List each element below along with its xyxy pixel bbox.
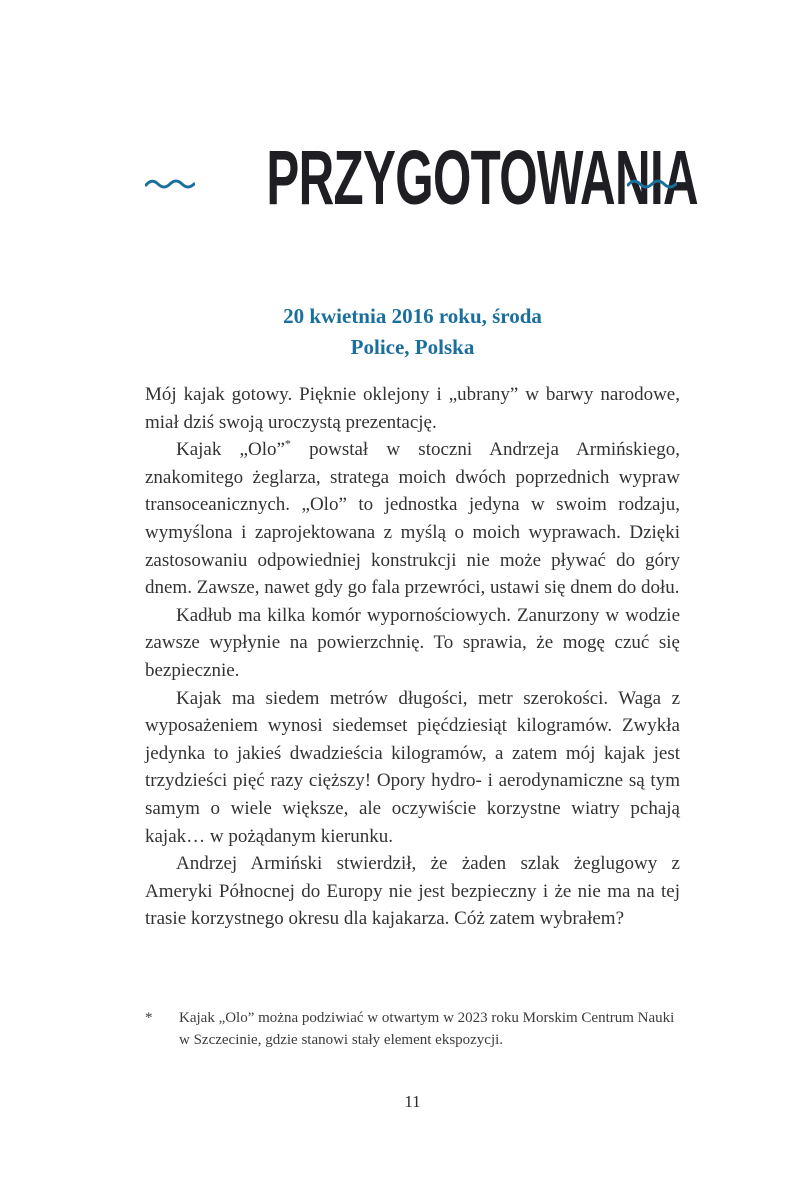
paragraph-3: Kadłub ma kilka komór wypornościowych. Zanurzony w wodzie zawsze wypłynie na powierzchnię. To sprawia, że mogę czuć się bezpiecznie. — [145, 604, 680, 681]
wave-ornament-left-icon — [145, 175, 195, 191]
paragraph-1: Mój kajak gotowy. Pięknie oklejony i „ubrany” w barwy narodowe, miał dziś swoją uroczystą prezentację. — [145, 384, 680, 433]
chapter-title: PRZYGOTOWANIA — [266, 135, 698, 221]
dateline — [145, 301, 680, 363]
body-text — [145, 381, 680, 933]
dateline-date: 20 kwietnia 2016 roku, środa — [283, 304, 542, 328]
paragraph-5: Andrzej Armiński stwierdził, że żaden szlak żeglugowy z Ameryki Północnej do Europy nie jest bezpieczny i że nie ma na tej trasie korzystnego okresu dla kajakarza. Cóż zatem wybrałem? — [145, 853, 680, 930]
paragraph-2-text-after: powstał w stoczni Andrzeja Armińskiego, znakomitego żeglarza, stratega moich dwóch poprzednich wypraw transoceanicznych. „Olo” to jednostka jedyna w swoim rodzaju, wymyślona i zaprojektowana z myślą o moich wyprawach. Dzięki zastosowaniu odpowiedniej konstrukcji nie może pływać do góry dnem. Zawsze, nawet gdy go fala przewróci, ustawi się dnem do dołu. — [145, 439, 680, 599]
footnote — [145, 1008, 680, 1051]
paragraph-4: Kajak ma siedem metrów długości, metr szerokości. Waga z wyposażeniem wynosi siedemset pięćdziesiąt kilogramów. Zwykła jedynka to jakieś dwadzieścia kilogramów, a zatem mój kajak jest trzydzieści pięć razy cięższy! Opory hydro- i aerodynamiczne są tym samym o wiele większe, ale oczywiście korzystne wiatry pchają kajak… w pożądanym kierunku. — [145, 687, 680, 847]
chapter-header — [145, 135, 698, 221]
text-block — [145, 0, 698, 933]
paragraph-2 — [145, 436, 680, 602]
footnote-marker: * — [145, 1010, 153, 1026]
footnote-text: Kajak „Olo” można podziwiać w otwartym w 2023 roku Morskim Centrum Nauki w Szczecinie, gdzie stanowi stały element ekspozycji. — [179, 1010, 675, 1048]
paragraph-2-text-before: Kajak „Olo” — [176, 439, 285, 461]
wave-ornament-right-icon — [627, 175, 677, 191]
page-number: 11 — [404, 1092, 421, 1111]
footnote-reference: * — [284, 436, 291, 451]
dateline-location: Police, Polska — [350, 335, 475, 359]
